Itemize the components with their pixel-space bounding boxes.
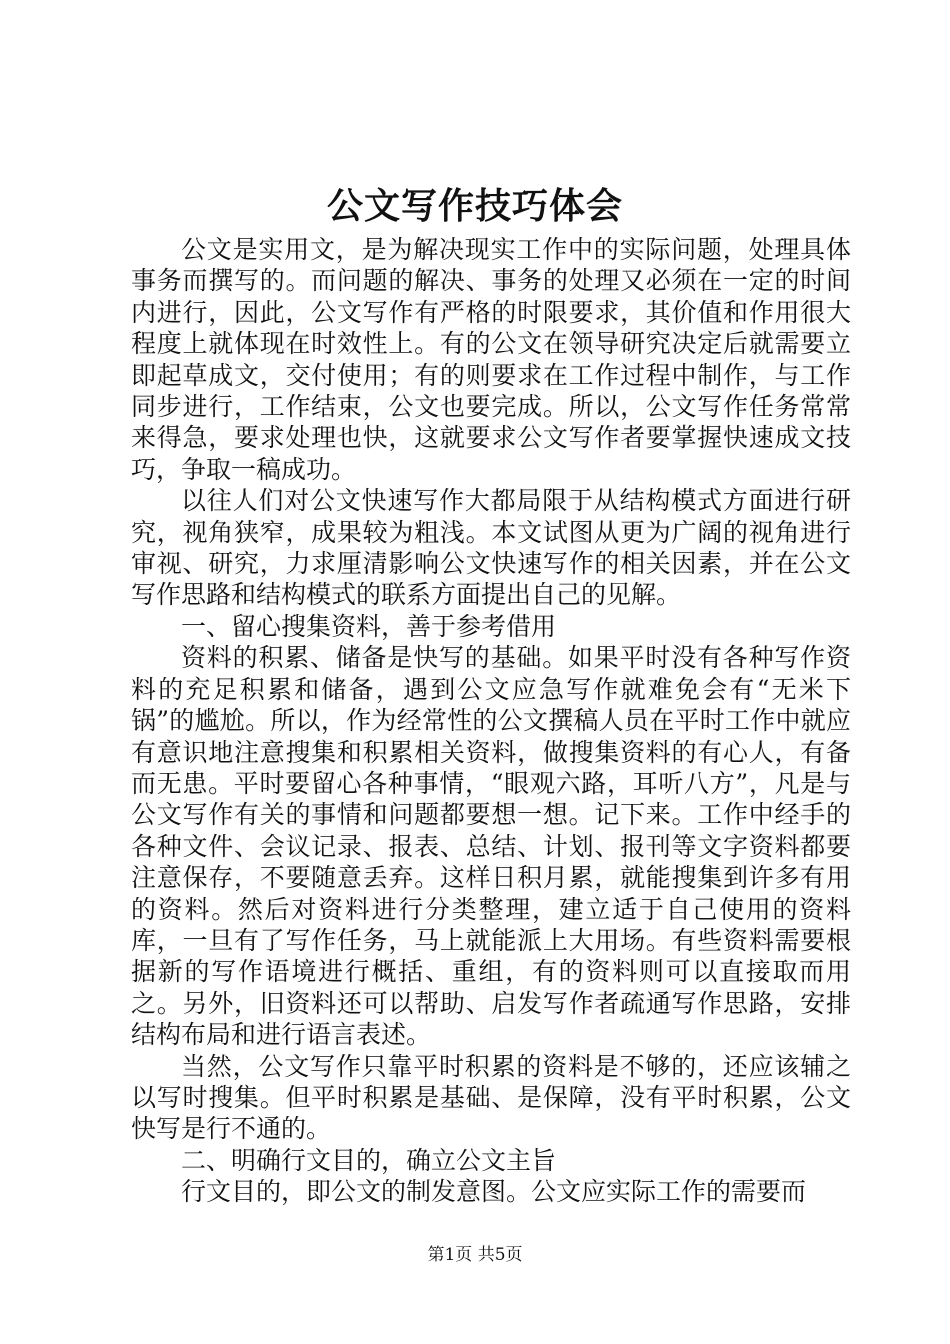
paragraph-purpose: 行文目的，即公文的制发意图。公文应实际工作的需要而 [181,1177,807,1207]
document-title: 公文写作技巧体会 [326,185,623,227]
paragraph-materials: 资料的积累、储备是快写的基础。如果平时没有各种写作资料的充足积累和储备，遇到公文应急写作就难免会有“无米下锅”的尴尬。所以，作为经常性的公文撰稿人员在平时工作中就应有意识地注意搜集和积累相关资料，做搜集资料的有心人，有备而无患。平时要留心各种事情，“眼观六路，耳听八方”，凡是与公文写作有关的事情和问题都要想一想。记下来。工作中经手的各种文件、会议记录、报表、总结、计划、报刊等文字资料都要注意保存，不要随意丢弃。这样日积月累，就能搜集到许多有用的资料。然后对资料进行分类整理，建立适于自己使用的资料库，一旦有了写作任务，马上就能派上大用场。有些资料需要根据新的写作语境进行概括、重组，有的资料则可以直接取而用之。另外，旧资料还可以帮助、启发写作者疏通写作思路，安排结构布局和进行语言表述。 [131,643,851,1050]
document-body [131,234,851,1208]
section-heading-2: 二、明确行文目的，确立公文主旨 [181,1145,557,1175]
paragraph-scope: 以往人们对公文快速写作大都局限于从结构模式方面进行研究，视角狭窄，成果较为粗浅。本文试图从更为广阔的视角进行审视、研究，力求厘清影响公文快速写作的相关因素，并在公文写作思路和结构模式的联系方面提出自己的见解。 [131,486,851,610]
paragraph-materials-note: 当然，公文写作只靠平时积累的资料是不够的，还应该辅之以写时搜集。但平时积累是基础、是保障，没有平时积累，公文快写是行不通的。 [131,1051,851,1144]
page-footer: 第1页 共5页 [427,1245,523,1265]
paragraph-intro: 公文是实用文，是为解决现实工作中的实际问题，处理具体事务而撰写的。而问题的解决、事务的处理又必须在一定的时间内进行，因此，公文写作有严格的时限要求，其价值和作用很大程度上就体现在时效性上。有的公文在领导研究决定后就需要立即起草成文，交付使用；有的则要求在工作过程中制作，与工作同步进行，工作结束，公文也要完成。所以，公文写作任务常常来得急，要求处理也快，这就要求公文写作者要掌握快速成文技巧，争取一稿成功。 [131,235,851,484]
section-heading-1: 一、留心搜集资料，善于参考借用 [181,611,557,641]
